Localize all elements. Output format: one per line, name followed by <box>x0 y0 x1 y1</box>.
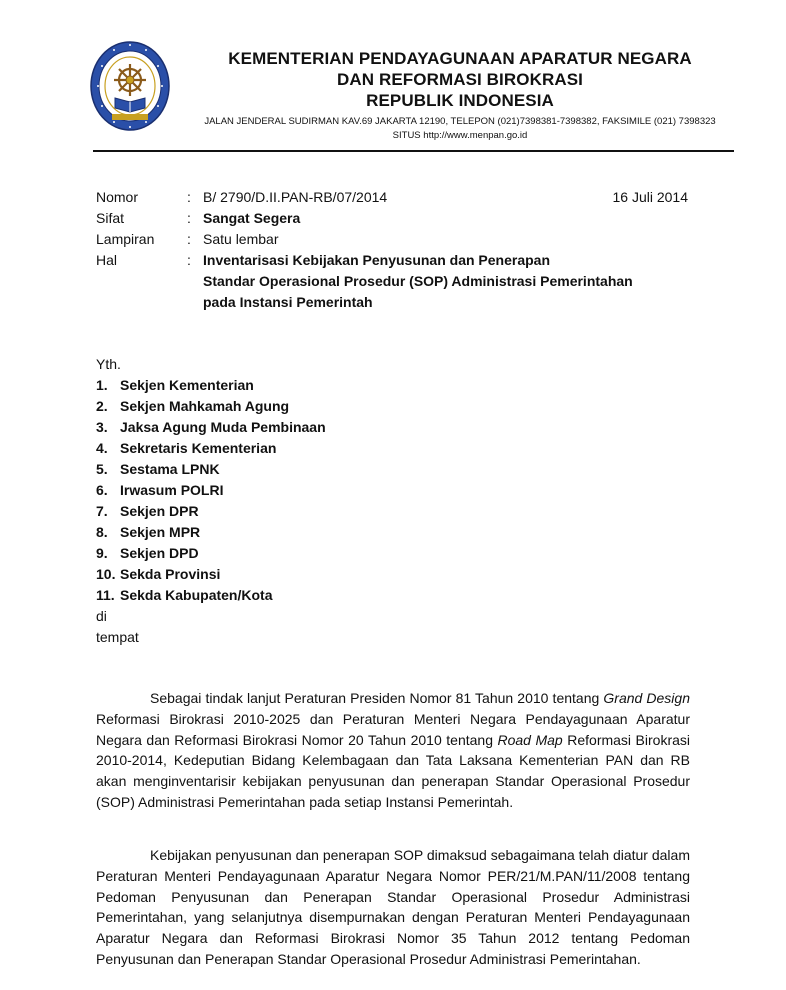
letter-date: 16 Juli 2014 <box>612 189 688 205</box>
nomor-label: Nomor <box>96 189 139 205</box>
recipient-item: 2. Sekjen Mahkamah Agung <box>96 398 290 414</box>
letterhead-org-line-2: DAN REFORMASI BIROKRASI <box>337 70 583 89</box>
subject-line-2: Standar Operasional Prosedur (SOP) Administrasi Pemerintahan <box>203 273 633 289</box>
sifat-colon: : <box>187 210 191 226</box>
recipient-item: 4. Sekretaris Kementerian <box>96 440 277 456</box>
body-paragraph-2: Kebijakan penyusunan dan penerapan SOP dimaksud sebagaimana telah diatur dalam Peraturan Menteri Pendayagunaan Aparatur Negara Nomor PER/21/M.PAN/11/2008 tentang Pedoman Penyusunan dan Penerapan Standar Operasional Prosedur Administrasi Pemerintahan, yang selanjutnya disempurnakan dengan Peraturan Menteri Pendayagunaan Aparatur Negara dan Reformasi Birokrasi Nomor 35 Tahun 2012 tentang Pedoman Penyusunan dan Penerapan Standar Operasional Prosedur Administrasi Pemerintahan. <box>96 847 690 967</box>
letterhead-address: JALAN JENDERAL SUDIRMAN KAV.69 JAKARTA 12190, TELEPON (021)7398381-7398382, FAKSIMILE (021) 7398323 <box>204 116 716 127</box>
sifat-label: Sifat <box>96 210 125 226</box>
recipient-item: 3. Jaksa Agung Muda Pembinaan <box>96 419 326 435</box>
letterhead-org-line-1: KEMENTERIAN PENDAYAGUNAAN APARATUR NEGARA <box>228 49 692 68</box>
subject-line-3: pada Instansi Pemerintah <box>203 294 373 310</box>
lampiran-colon: : <box>187 231 191 247</box>
recipient-item: 8. Sekjen MPR <box>96 524 201 540</box>
letterhead-org-line-3: REPUBLIK INDONESIA <box>366 91 554 110</box>
recipient-item: 7. Sekjen DPR <box>96 503 199 519</box>
nomor-colon: : <box>187 189 191 205</box>
body-paragraph-1: Sebagai tindak lanjut Peraturan Presiden Nomor 81 Tahun 2010 tentang Grand Design Reformasi Birokrasi 2010-2025 dan Peraturan Menteri Negara Pendayagunaan Aparatur Negara dan Reformasi Birokrasi Nomor 20 Tahun 2010 tentang Road Map Reformasi Birokrasi 2010-2014, Kedeputian Bidang Kelembagaan dan Tata Laksana Kementerian PAN dan RB akan menginventarisir kebijakan penyusunan dan penerapan Standar Operasional Prosedur (SOP) Administrasi Pemerintahan pada setiap Instansi Pemerintah. <box>96 690 691 810</box>
hal-label: Hal <box>96 252 118 268</box>
recipient-item: 6. Irwasum POLRI <box>96 482 224 498</box>
recipient-item: 10. Sekda Provinsi <box>96 566 221 582</box>
lampiran-label: Lampiran <box>96 231 155 247</box>
recipient-item: 9. Sekjen DPD <box>96 545 199 561</box>
nomor-value: B/ 2790/D.II.PAN-RB/07/2014 <box>203 189 388 205</box>
letterhead-website: SITUS http://www.menpan.go.id <box>392 130 528 141</box>
recipient-item: 1. Sekjen Kementerian <box>96 377 254 393</box>
letterhead-divider <box>93 150 734 152</box>
subject-line-1: Inventarisasi Kebijakan Penyusunan dan Penerapan <box>203 252 551 268</box>
ministry-emblem-icon <box>88 40 172 132</box>
recipient-tempat: tempat <box>96 629 139 645</box>
recipient-item: 5. Sestama LPNK <box>96 461 220 477</box>
recipient-item: 11. Sekda Kabupaten/Kota <box>96 587 273 603</box>
salutation: Yth. <box>96 356 121 372</box>
hal-colon: : <box>187 252 191 268</box>
recipient-di: di <box>96 608 107 624</box>
lampiran-value: Satu lembar <box>203 231 279 247</box>
sifat-value: Sangat Segera <box>203 210 301 226</box>
